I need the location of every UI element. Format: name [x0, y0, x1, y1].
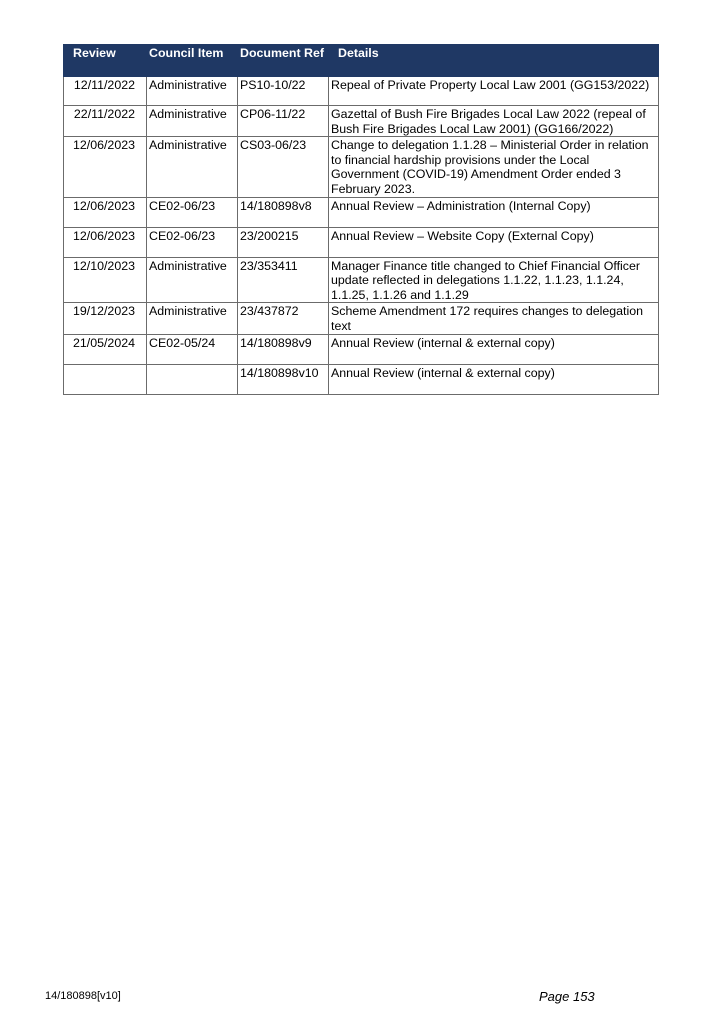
footer-page-number: Page 153	[539, 989, 595, 1004]
document-ref-cell: 23/353411	[238, 257, 329, 303]
table-row	[64, 197, 659, 227]
review-history-table	[63, 44, 659, 395]
review-date-cell: 12/06/2023	[64, 137, 147, 197]
details-cell: Scheme Amendment 172 requires changes to delegation text	[329, 303, 659, 334]
table-row	[64, 303, 659, 334]
column-header-details: Details	[329, 45, 659, 77]
document-ref-cell: 14/180898v8	[238, 197, 329, 227]
council-item-cell: Administrative	[147, 257, 238, 303]
review-date-cell: 12/06/2023	[64, 197, 147, 227]
review-date-cell	[64, 364, 147, 394]
council-item-cell: CE02-06/23	[147, 197, 238, 227]
details-cell: Gazettal of Bush Fire Brigades Local Law 2022 (repeal of Bush Fire Brigades Local Law 2001) (GG166/2022)	[329, 106, 659, 137]
column-header-review: Review	[64, 45, 147, 77]
column-header-council-item: Council Item	[147, 45, 238, 77]
details-cell: Repeal of Private Property Local Law 2001 (GG153/2022)	[329, 77, 659, 106]
table-row	[64, 364, 659, 394]
document-ref-cell: 14/180898v10	[238, 364, 329, 394]
document-ref-cell: 14/180898v9	[238, 334, 329, 364]
document-ref-cell: PS10-10/22	[238, 77, 329, 106]
column-header-document-ref: Document Ref	[238, 45, 329, 77]
council-item-cell	[147, 364, 238, 394]
table-header-row	[64, 45, 659, 77]
document-ref-cell: 23/437872	[238, 303, 329, 334]
review-date-cell: 21/05/2024	[64, 334, 147, 364]
details-cell: Annual Review – Website Copy (External Copy)	[329, 227, 659, 257]
table-row	[64, 334, 659, 364]
footer-document-ref: 14/180898[v10]	[45, 990, 121, 1002]
document-ref-cell: CS03-06/23	[238, 137, 329, 197]
document-ref-cell: 23/200215	[238, 227, 329, 257]
review-date-cell: 12/11/2022	[64, 77, 147, 106]
review-date-cell: 12/10/2023	[64, 257, 147, 303]
details-cell: Annual Review (internal & external copy)	[329, 364, 659, 394]
table-row	[64, 137, 659, 197]
table-row	[64, 257, 659, 303]
review-date-cell: 19/12/2023	[64, 303, 147, 334]
council-item-cell: Administrative	[147, 303, 238, 334]
table-row	[64, 227, 659, 257]
table-row	[64, 106, 659, 137]
council-item-cell: Administrative	[147, 137, 238, 197]
document-ref-cell: CP06-11/22	[238, 106, 329, 137]
table-row	[64, 77, 659, 106]
review-date-cell: 22/11/2022	[64, 106, 147, 137]
details-cell: Annual Review – Administration (Internal Copy)	[329, 197, 659, 227]
council-item-cell: Administrative	[147, 77, 238, 106]
details-cell: Annual Review (internal & external copy)	[329, 334, 659, 364]
details-cell: Change to delegation 1.1.28 – Ministerial Order in relation to financial hardship provisions under the Local Government (COVID-19) Amendment Order ended 3 February 2023.	[329, 137, 659, 197]
details-cell: Manager Finance title changed to Chief Financial Officer update reflected in delegations 1.1.22, 1.1.23, 1.1.24, 1.1.25, 1.1.26 and 1.1.29	[329, 257, 659, 303]
review-date-cell: 12/06/2023	[64, 227, 147, 257]
council-item-cell: CE02-06/23	[147, 227, 238, 257]
council-item-cell: CE02-05/24	[147, 334, 238, 364]
council-item-cell: Administrative	[147, 106, 238, 137]
